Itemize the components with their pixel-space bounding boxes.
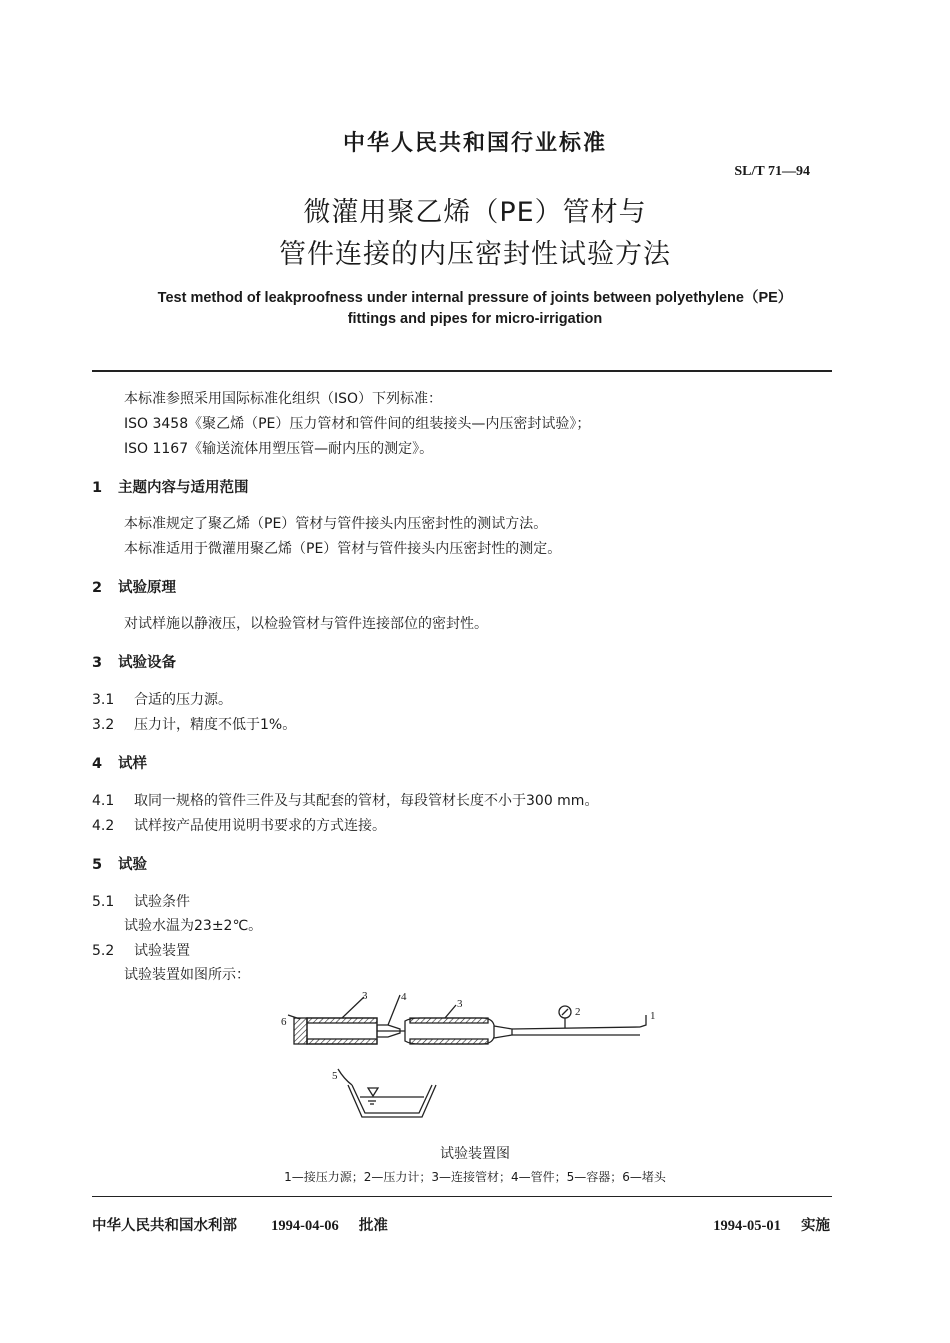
label-4: 4 xyxy=(401,991,407,1003)
section-3-heading xyxy=(92,651,176,672)
right-pipe-wall-bottom xyxy=(410,1039,488,1044)
reducer xyxy=(494,1026,512,1038)
intro-line-1: 本标准参照采用国际标准化组织（ISO）下列标准： xyxy=(124,391,443,407)
figure-caption: 试验装置图 xyxy=(440,1146,510,1162)
item-number: 4.1 xyxy=(92,793,115,809)
container-icon xyxy=(348,1085,436,1117)
effective-date: 1994-05-01 xyxy=(713,1218,781,1234)
supply-line-top xyxy=(512,1027,640,1029)
item-text: 试样按产品使用说明书要求的方式连接。 xyxy=(134,818,386,834)
item-number: 5.2 xyxy=(92,943,115,959)
standard-code: SL/T 71—94 xyxy=(734,164,810,179)
label-2: 2 xyxy=(575,1006,581,1018)
leader-4 xyxy=(388,995,400,1025)
intro-line-2: ISO 3458《聚乙烯（PE）压力管材和管件间的组装接头—内压密封试验》； xyxy=(124,416,591,432)
section-title: 试验 xyxy=(118,857,147,873)
leader-3b xyxy=(445,1005,456,1018)
item-5-2-detail: 试验装置如图所示： xyxy=(124,967,250,983)
item-text: 试验装置 xyxy=(134,943,190,959)
leader-5 xyxy=(338,1069,352,1085)
title-en-line-2: fittings and pipes for micro-irrigation xyxy=(347,311,603,327)
item-4-1 xyxy=(92,790,598,810)
section-number: 3 xyxy=(92,655,103,671)
item-number: 3.1 xyxy=(92,692,115,708)
footer-approval xyxy=(92,1214,388,1235)
item-4-2 xyxy=(92,815,386,835)
label-3b: 3 xyxy=(457,998,463,1010)
section-number: 2 xyxy=(92,580,103,596)
approve-date: 1994-04-06 xyxy=(271,1218,339,1234)
water-level-icon xyxy=(368,1088,378,1096)
apparatus-drawing xyxy=(288,995,646,1117)
item-text: 压力计，精度不低于1%。 xyxy=(134,717,297,733)
bottom-rule xyxy=(92,1196,832,1197)
left-pipe-wall-bottom xyxy=(307,1039,377,1044)
leader-3a xyxy=(342,997,364,1018)
supply-line-end xyxy=(640,1015,646,1027)
section-2-para-1: 对试样施以静液压，以检验管材与管件连接部位的密封性。 xyxy=(124,616,488,632)
item-number: 3.2 xyxy=(92,717,115,733)
item-number: 5.1 xyxy=(92,894,115,910)
label-1: 1 xyxy=(650,1010,656,1022)
section-1-heading xyxy=(92,476,249,497)
top-rule xyxy=(92,370,832,372)
right-pipe-wall-top xyxy=(410,1018,488,1023)
approve-label: 批准 xyxy=(358,1218,388,1234)
item-3-2 xyxy=(92,714,296,734)
test-apparatus-figure xyxy=(260,985,680,1130)
title-zh-line-1: 微灌用聚乙烯（PE）管材与 xyxy=(303,197,647,228)
section-1-para-1: 本标准规定了聚乙烯（PE）管材与管件接头内压密封性的测试方法。 xyxy=(124,516,548,532)
section-title: 主题内容与适用范围 xyxy=(118,480,249,496)
item-text: 试验条件 xyxy=(134,894,190,910)
item-text: 取同一规格的管件三件及与其配套的管材，每段管材长度不小于300 mm。 xyxy=(134,793,599,809)
item-5-2 xyxy=(92,940,190,960)
item-number: 4.2 xyxy=(92,818,115,834)
section-1-para-2: 本标准适用于微灌用聚乙烯（PE）管材与管件接头内压密封性的测定。 xyxy=(124,541,562,557)
issuer: 中华人民共和国水利部 xyxy=(92,1218,237,1234)
title-en-line-1: Test method of leakproofness under internal pressure of joints between polyethylene（PE） xyxy=(157,290,793,306)
section-number: 1 xyxy=(92,480,103,496)
label-5: 5 xyxy=(332,1070,338,1082)
effective-label: 实施 xyxy=(801,1218,830,1234)
section-2-heading xyxy=(92,576,176,597)
standard-category: 中华人民共和国行业标准 xyxy=(342,131,607,156)
title-zh-line-2: 管件连接的内压密封性试验方法 xyxy=(279,239,671,270)
section-title: 试验原理 xyxy=(118,580,176,596)
plug-icon xyxy=(294,1018,307,1044)
left-pipe-wall-top xyxy=(307,1018,377,1023)
label-3a: 3 xyxy=(362,990,368,1002)
section-title: 试验设备 xyxy=(118,655,176,671)
item-5-1-detail: 试验水温为23±2℃。 xyxy=(124,918,263,934)
footer-effective xyxy=(713,1214,830,1235)
item-3-1 xyxy=(92,689,232,709)
figure-legend: 1—接压力源；2—压力计；3—连接管材；4—管件；5—容器；6—堵头 xyxy=(284,1170,666,1184)
section-number: 4 xyxy=(92,756,103,772)
gauge-needle xyxy=(562,1009,568,1015)
section-5-heading xyxy=(92,853,147,874)
intro-line-3: ISO 1167《输送流体用塑压管—耐内压的测定》。 xyxy=(124,441,434,457)
item-text: 合适的压力源。 xyxy=(134,692,232,708)
section-4-heading xyxy=(92,752,147,773)
item-5-1 xyxy=(92,891,190,911)
label-6: 6 xyxy=(281,1016,287,1028)
container-inner xyxy=(352,1085,432,1113)
section-title: 试样 xyxy=(118,756,147,772)
section-number: 5 xyxy=(92,857,103,873)
